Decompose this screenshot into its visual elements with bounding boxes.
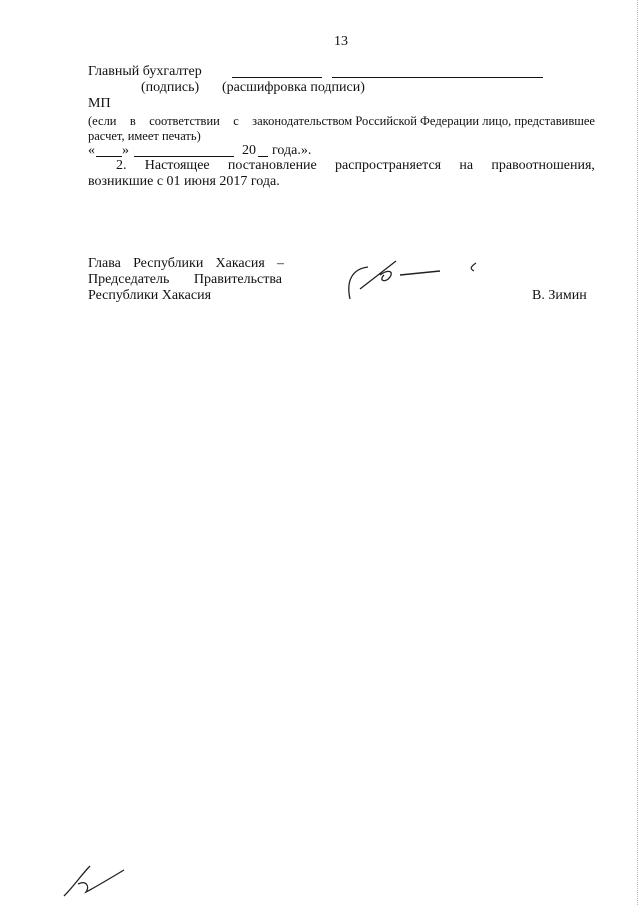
decode-caption: (расшифровка подписи) bbox=[222, 80, 365, 95]
seal-note-line1 bbox=[88, 113, 595, 129]
seal-note-line2: расчет, имеет печать) bbox=[88, 129, 201, 143]
date-suffix: года.». bbox=[272, 143, 312, 158]
word: – bbox=[276, 256, 284, 271]
signature-caption: (подпись) bbox=[141, 80, 200, 95]
signatory-line1 bbox=[88, 256, 284, 272]
decode-line bbox=[332, 77, 543, 78]
word: (если bbox=[88, 114, 117, 128]
day-line bbox=[96, 156, 122, 157]
initials-mark bbox=[60, 860, 130, 900]
word: соответствии bbox=[149, 114, 220, 128]
word: Хакасия bbox=[215, 256, 265, 271]
signatory-name: В. Зимин bbox=[532, 288, 587, 303]
month-line bbox=[134, 156, 234, 157]
word: Правительства bbox=[193, 272, 282, 287]
clause2-line1 bbox=[116, 158, 595, 174]
date-year: 20 bbox=[242, 143, 256, 158]
signatory-line3: Республики Хакасия bbox=[88, 288, 212, 303]
word: распространяется bbox=[335, 158, 442, 173]
word: постановление bbox=[227, 158, 317, 173]
date-close: » bbox=[122, 143, 129, 158]
date-open: « bbox=[88, 143, 95, 158]
seal-label: МП bbox=[88, 96, 111, 111]
clause2-line2: возникшие с 01 июня 2017 года. bbox=[88, 174, 280, 189]
accountant-label: Главный бухгалтер bbox=[88, 64, 202, 79]
word: Глава bbox=[88, 256, 121, 271]
word: Председатель bbox=[88, 272, 170, 287]
word: Республики bbox=[133, 256, 204, 271]
year-line bbox=[258, 156, 268, 157]
page-number: 13 bbox=[334, 34, 348, 49]
word: правоотношения, bbox=[491, 158, 595, 173]
word: 2. bbox=[116, 158, 127, 173]
word: законодательством Российской Федерации лицо, представившее bbox=[252, 114, 595, 128]
signature-line bbox=[232, 77, 322, 78]
word: в bbox=[129, 114, 136, 128]
word: на bbox=[459, 158, 474, 173]
word: Настоящее bbox=[144, 158, 210, 173]
word: с bbox=[233, 114, 239, 128]
signatory-line2 bbox=[88, 272, 282, 288]
page-edge bbox=[636, 0, 638, 905]
handwritten-signature bbox=[340, 255, 490, 305]
